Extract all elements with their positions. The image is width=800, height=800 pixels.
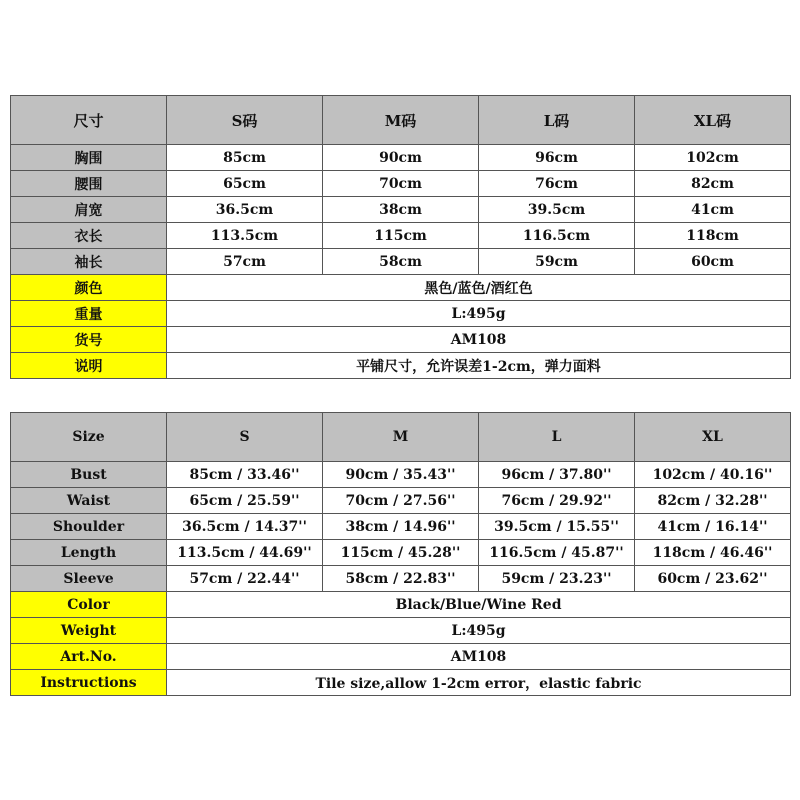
english-size-table: [10, 412, 791, 696]
row-label: 腰围: [11, 171, 167, 197]
table-cell: 57cm: [167, 249, 323, 275]
table-cell: 102cm: [635, 145, 791, 171]
row-label: Length: [11, 540, 167, 566]
info-label: 说明: [11, 353, 167, 379]
header-cell-xl: XL: [635, 413, 791, 462]
table-row: [11, 249, 791, 275]
header-cell-label: Size: [11, 413, 167, 462]
table-row: [11, 197, 791, 223]
row-label: Sleeve: [11, 566, 167, 592]
info-value: Black/Blue/Wine Red: [167, 592, 791, 618]
info-label: Instructions: [11, 670, 167, 696]
table-cell: 76cm: [479, 171, 635, 197]
info-row-weight: [11, 618, 791, 644]
table-cell: 38cm: [323, 197, 479, 223]
row-label: 袖长: [11, 249, 167, 275]
info-label: 颜色: [11, 275, 167, 301]
info-row-instructions: [11, 670, 791, 696]
chinese-size-table: [10, 95, 791, 379]
table-row: [11, 145, 791, 171]
row-label: Bust: [11, 462, 167, 488]
table-cell: 59cm: [479, 249, 635, 275]
header-row: [11, 96, 791, 145]
table-cell: 65cm / 25.59'': [167, 488, 323, 514]
table-cell: 85cm: [167, 145, 323, 171]
header-cell-l: L码: [479, 96, 635, 145]
info-value: 黑色/蓝色/酒红色: [167, 275, 791, 301]
table-cell: 58cm / 22.83'': [323, 566, 479, 592]
info-label: 货号: [11, 327, 167, 353]
table-cell: 115cm / 45.28'': [323, 540, 479, 566]
table-cell: 70cm: [323, 171, 479, 197]
header-cell-s: S码: [167, 96, 323, 145]
info-value: Tile size,allow 1-2cm error，elastic fabric: [167, 670, 791, 696]
table-cell: 59cm / 23.23'': [479, 566, 635, 592]
info-row-color: [11, 275, 791, 301]
table-cell: 118cm / 46.46'': [635, 540, 791, 566]
info-label: Color: [11, 592, 167, 618]
table-cell: 116.5cm / 45.87'': [479, 540, 635, 566]
header-cell-xl: XL码: [635, 96, 791, 145]
table-cell: 118cm: [635, 223, 791, 249]
table-cell: 116.5cm: [479, 223, 635, 249]
info-row-article: [11, 327, 791, 353]
row-label: 胸围: [11, 145, 167, 171]
row-label: 肩宽: [11, 197, 167, 223]
info-row-article: [11, 644, 791, 670]
table-row: [11, 462, 791, 488]
table-cell: 82cm / 32.28'': [635, 488, 791, 514]
table-cell: 85cm / 33.46'': [167, 462, 323, 488]
header-cell-l: L: [479, 413, 635, 462]
row-label: 衣长: [11, 223, 167, 249]
table-cell: 58cm: [323, 249, 479, 275]
table-cell: 82cm: [635, 171, 791, 197]
table-row: [11, 488, 791, 514]
info-value: AM108: [167, 644, 791, 670]
info-label: Art.No.: [11, 644, 167, 670]
table-row: [11, 514, 791, 540]
header-cell-s: S: [167, 413, 323, 462]
info-row-instructions: [11, 353, 791, 379]
table-cell: 90cm / 35.43'': [323, 462, 479, 488]
info-value: L:495g: [167, 618, 791, 644]
row-label: Shoulder: [11, 514, 167, 540]
table-cell: 60cm / 23.62'': [635, 566, 791, 592]
table-cell: 41cm: [635, 197, 791, 223]
table-cell: 90cm: [323, 145, 479, 171]
table-cell: 113.5cm: [167, 223, 323, 249]
info-label: 重量: [11, 301, 167, 327]
info-value: L:495g: [167, 301, 791, 327]
table-cell: 39.5cm / 15.55'': [479, 514, 635, 540]
table-cell: 57cm / 22.44'': [167, 566, 323, 592]
header-cell-label: 尺寸: [11, 96, 167, 145]
table-cell: 102cm / 40.16'': [635, 462, 791, 488]
table-cell: 70cm / 27.56'': [323, 488, 479, 514]
row-label: Waist: [11, 488, 167, 514]
table-row: [11, 540, 791, 566]
table-cell: 36.5cm: [167, 197, 323, 223]
table-cell: 41cm / 16.14'': [635, 514, 791, 540]
table-cell: 115cm: [323, 223, 479, 249]
info-value: AM108: [167, 327, 791, 353]
table-cell: 38cm / 14.96'': [323, 514, 479, 540]
header-row: [11, 413, 791, 462]
table-cell: 60cm: [635, 249, 791, 275]
table-cell: 39.5cm: [479, 197, 635, 223]
table-cell: 76cm / 29.92'': [479, 488, 635, 514]
table-cell: 113.5cm / 44.69'': [167, 540, 323, 566]
info-label: Weight: [11, 618, 167, 644]
info-row-color: [11, 592, 791, 618]
table-row: [11, 223, 791, 249]
info-row-weight: [11, 301, 791, 327]
header-cell-m: M: [323, 413, 479, 462]
table-cell: 96cm: [479, 145, 635, 171]
table-row: [11, 171, 791, 197]
table-cell: 36.5cm / 14.37'': [167, 514, 323, 540]
info-value: 平铺尺寸，允许误差1-2cm，弹力面料: [167, 353, 791, 379]
table-cell: 96cm / 37.80'': [479, 462, 635, 488]
header-cell-m: M码: [323, 96, 479, 145]
table-cell: 65cm: [167, 171, 323, 197]
table-row: [11, 566, 791, 592]
